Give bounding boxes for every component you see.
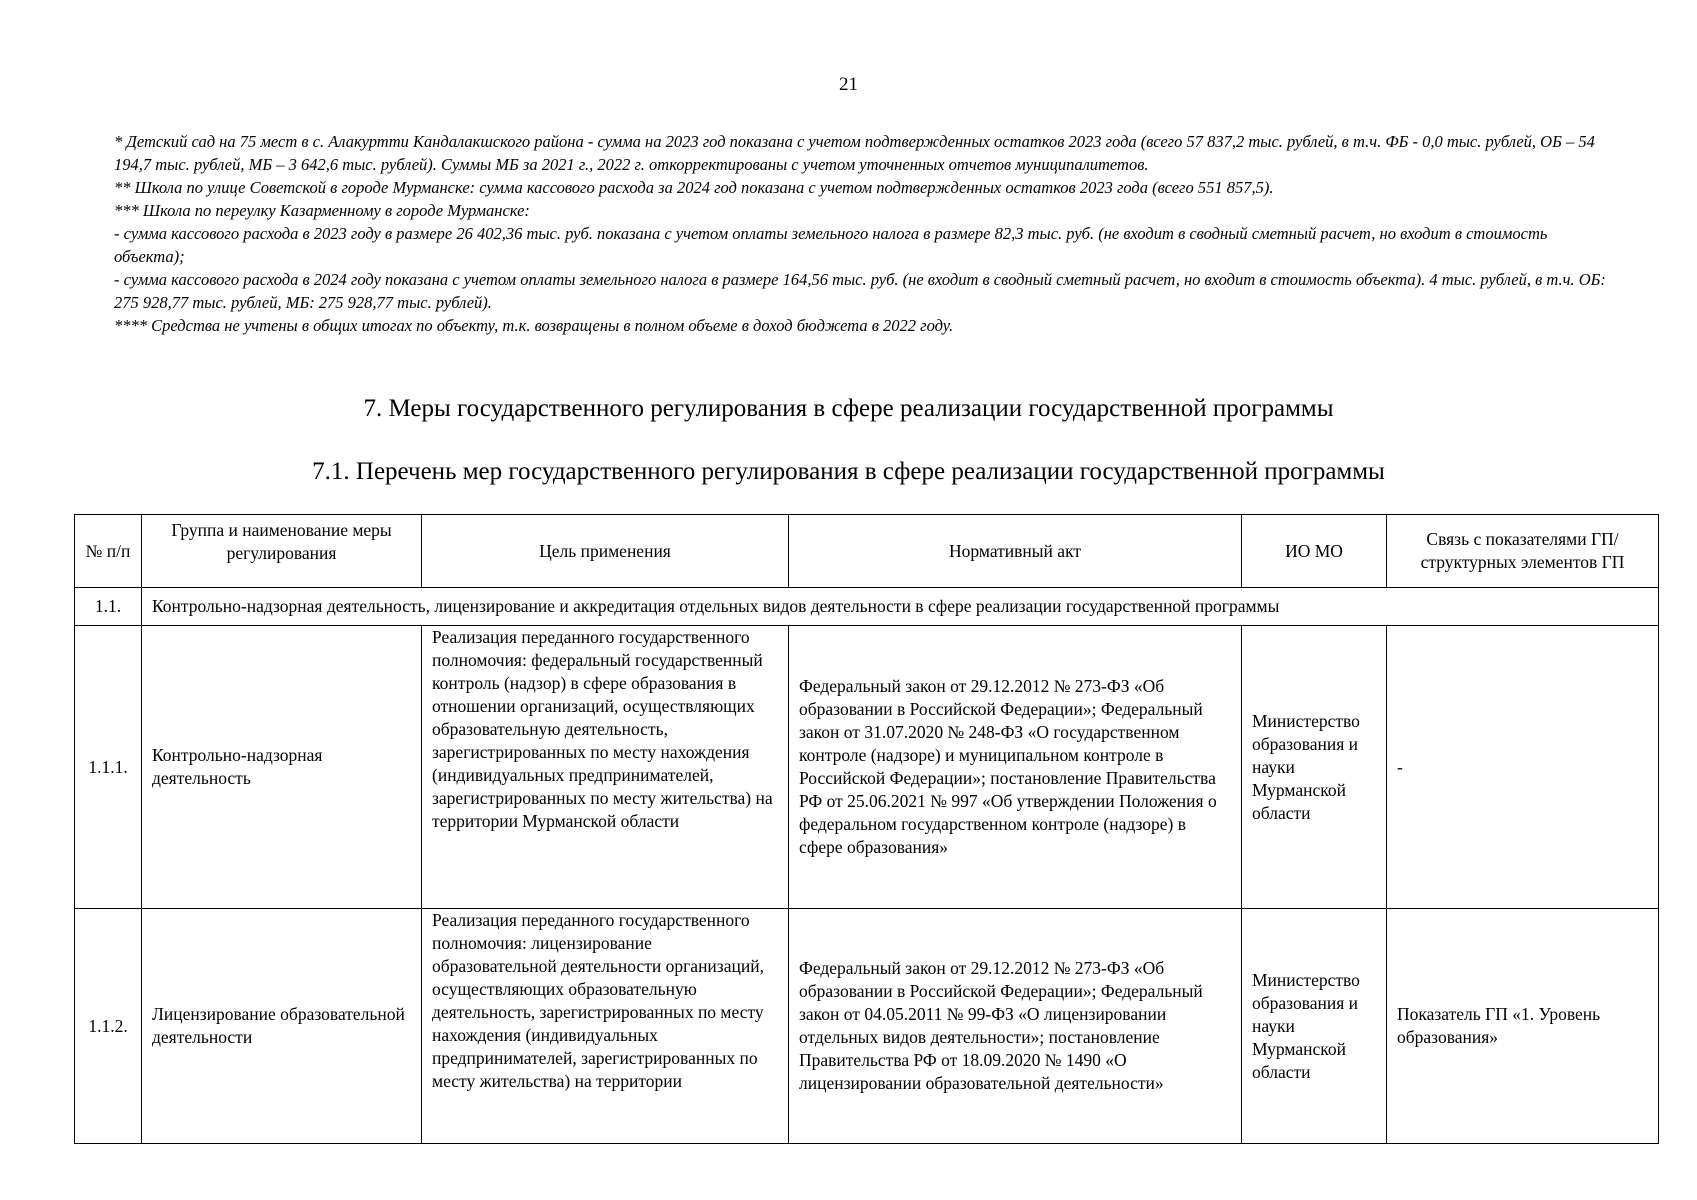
regulation-measures-table bbox=[74, 514, 1659, 1144]
table-header-row bbox=[75, 515, 1659, 588]
group-row-title: Контрольно-надзорная деятельность, лицензирование и аккредитация отдельных видов деятельности в сфере реализации государственной программы bbox=[142, 588, 1659, 626]
table-group-row bbox=[75, 588, 1659, 626]
table-row bbox=[75, 909, 1659, 1144]
row-link: - bbox=[1387, 626, 1659, 909]
row-goal-cell bbox=[422, 909, 789, 1144]
header-group: Группа и наименование меры регулирования bbox=[142, 515, 422, 588]
footnote-1: * Детский сад на 75 мест в с. Алакуртти Кандалакшского района - сумма на 2023 год показана с учетом подтвержденных остатков 2023 года (всего 57 837,2 тыс. рублей, в т.ч. ФБ - 0,0 тыс. рублей, ОБ – 54 194,7 тыс. рублей, МБ – 3 642,6 тыс. рублей). Суммы МБ за 2021 г., 2022 г. откорректированы с учетом уточненных отчетов муниципалитетов. bbox=[114, 132, 1595, 174]
footnote-3-item-2: - сумма кассового расхода в 2024 году показана с учетом оплаты земельного налога в размере 164,56 тыс. руб. (не входит в сводный сметный расчет, но входит в стоимость объекта). 4 тыс. рублей, в т.ч. ОБ: 275 928,77 тыс. рублей, МБ: 275 928,77 тыс. рублей). bbox=[114, 270, 1606, 312]
row-num: 1.1.1. bbox=[75, 626, 142, 909]
row-num: 1.1.2. bbox=[75, 909, 142, 1144]
header-goal: Цель применения bbox=[422, 515, 789, 588]
footnotes bbox=[114, 130, 1614, 337]
footnote-4: **** Средства не учтены в общих итогах по объекту, т.к. возвращены в полном объеме в доход бюджета в 2022 году. bbox=[114, 316, 954, 335]
group-row-num: 1.1. bbox=[75, 588, 142, 626]
header-io: ИО МО bbox=[1242, 515, 1387, 588]
header-act: Нормативный акт bbox=[789, 515, 1242, 588]
footnote-2: ** Школа по улице Советской в городе Мурманске: сумма кассового расхода за 2024 год показана с учетом подтвержденных остатков 2023 года (всего 551 857,5). bbox=[114, 178, 1274, 197]
header-num: № п/п bbox=[75, 515, 142, 588]
row-io: Министерство образования и науки Мурманской области bbox=[1242, 909, 1387, 1144]
subsection-title: 7.1. Перечень мер государственного регулирования в сфере реализации государственной программы bbox=[312, 458, 1385, 485]
row-act: Федеральный закон от 29.12.2012 № 273-ФЗ «Об образовании в Российской Федерации»; Федеральный закон от 04.05.2011 № 99-ФЗ «О лицензировании отдельных видов деятельности»; постановление Правительства РФ от 18.09.2020 № 1490 «О лицензировании образовательной деятельности» bbox=[789, 909, 1242, 1144]
row-group: Лицензирование образовательной деятельности bbox=[142, 909, 422, 1144]
footnote-3: *** Школа по переулку Казарменному в городе Мурманске: bbox=[114, 201, 530, 220]
section-title: 7. Меры государственного регулирования в сфере реализации государственной программы bbox=[363, 395, 1334, 422]
row-link: Показатель ГП «1. Уровень образования» bbox=[1387, 909, 1659, 1144]
row-io: Министерство образования и науки Мурманской области bbox=[1242, 626, 1387, 909]
footnote-3-item-1: - сумма кассового расхода в 2023 году в размере 26 402,36 тыс. руб. показана с учетом оплаты земельного налога в размере 82,3 тыс. руб. (не входит в сводный сметный расчет, но входит в стоимость объекта); bbox=[114, 224, 1548, 266]
row-group: Контрольно-надзорная деятельность bbox=[142, 626, 422, 909]
header-link: Связь с показателями ГП/ структурных элементов ГП bbox=[1387, 515, 1659, 588]
row-act: Федеральный закон от 29.12.2012 № 273-ФЗ «Об образовании в Российской Федерации»; Федеральный закон от 31.07.2020 № 248-ФЗ «О государственном контроле (надзоре) и муниципальном контроле в Российской Федерации»; постановление Правительства РФ от 25.06.2021 № 997 «Об утверждении Положения о федеральном государственном контроле (надзоре) в сфере образования» bbox=[789, 626, 1242, 909]
row-goal: Реализация переданного государственного полномочия: лицензирование образовательной деятельности организаций, осуществляющих образовательную деятельность, зарегистрированных по месту нахождения (индивидуальных предпринимателей, зарегистрированных по месту жительства) на территории bbox=[432, 910, 764, 1091]
table-row bbox=[75, 626, 1659, 909]
row-goal: Реализация переданного государственного полномочия: федеральный государственный контроль (надзор) в сфере образования в отношении организаций, осуществляющих образовательную деятельность, зарегистрированных по месту нахождения (индивидуальных предпринимателей, зарегистрированных по месту жительства) на территории Мурманской области bbox=[422, 626, 789, 909]
page-number: 21 bbox=[839, 74, 858, 95]
